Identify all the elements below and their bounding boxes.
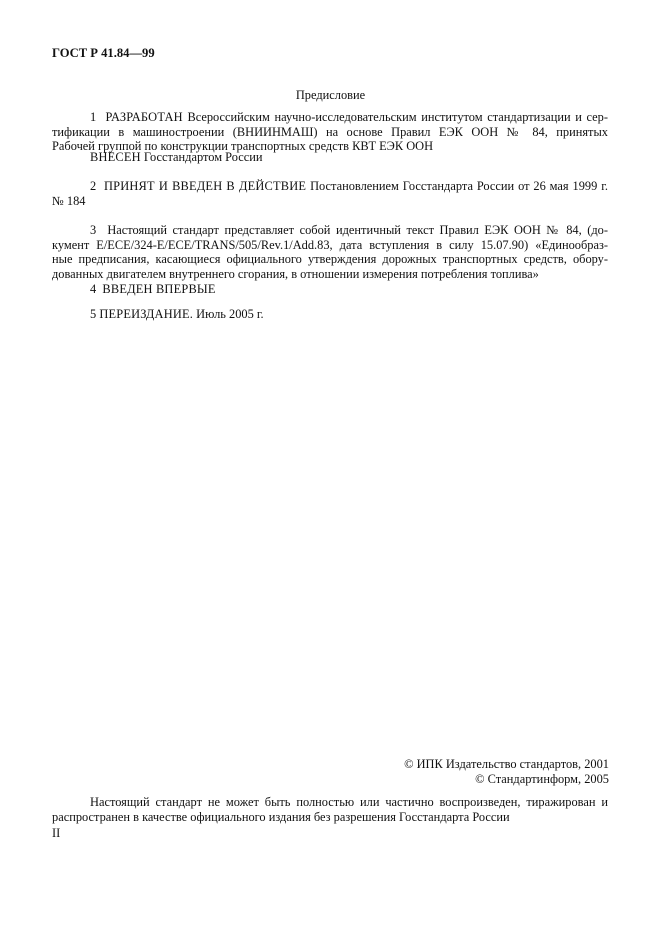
preface-item-introduced <box>52 150 608 165</box>
document-header: ГОСТ Р 41.84—99 <box>52 46 155 60</box>
item-number: 3 <box>90 223 97 237</box>
reproduction-notice <box>52 795 608 824</box>
copyright-block <box>404 757 609 786</box>
item-number: 5 <box>90 307 97 321</box>
item-text: Июль 2005 г. <box>196 307 264 321</box>
item-lead: ВНЕСЕН <box>90 150 141 164</box>
item-number: 1 <box>90 110 97 124</box>
item-text: Всероссийским научно-исследовательским институтом стандартизации и сер- <box>187 110 609 124</box>
item-number: 4 <box>90 282 97 296</box>
copyright-line-1: © ИПК Издательство стандартов, 2001 <box>404 757 609 771</box>
item-3-line-4: дованных двигателем внутреннего сгорания, в отношении измерения потребления топлива» <box>52 266 539 281</box>
item-1-line-2: тификации в машиностроении (ВНИИНМАШ) на основе Правил ЕЭК ООН № 84, принятых <box>52 124 608 139</box>
item-1-line-3: Рабочей группой по конструкции транспортных средств КВТ ЕЭК ООН <box>52 139 434 154</box>
item-3-line-2: кумент E/ECE/324-E/ECE/TRANS/505/Rev.1/Add.83, дата вступления в силу 15.07.90) «Единообраз- <box>52 237 608 252</box>
item-2-line-2: № 184 <box>52 193 86 208</box>
item-number: 2 <box>90 179 97 193</box>
item-lead: ПРИНЯТ И ВВЕДЕН В ДЕЙСТВИЕ <box>103 179 307 193</box>
notice-line-1: Настоящий стандарт не может быть полностью или частично воспроизведен, тиражирован и <box>90 795 608 809</box>
preface-item-2 <box>52 179 608 208</box>
item-text: Настоящий стандарт представляет собой идентичный текст Правил ЕЭК ООН № 84, (до- <box>107 223 608 237</box>
page-number: II <box>52 826 61 840</box>
item-lead: РАЗРАБОТАН <box>105 110 183 124</box>
preface-item-3 <box>52 223 608 281</box>
item-lead: ВВЕДЕН ВПЕРВЫЕ <box>102 282 216 296</box>
preface-item-5 <box>52 307 608 322</box>
section-title: Предисловие <box>295 88 366 102</box>
preface-item-4 <box>52 282 608 297</box>
item-3-line-3: ные предписания, касающиеся официального утверждения дорожных транспортных средств, обору- <box>52 252 608 267</box>
item-text: Госстандартом России <box>143 150 263 164</box>
item-lead: ПЕРЕИЗДАНИЕ. <box>99 307 194 321</box>
item-2-line-1 <box>52 179 608 194</box>
item-1-line-1 <box>52 110 608 125</box>
notice-line-2: распространен в качестве официального издания без разрешения Госстандарта России <box>52 809 510 824</box>
preface-item-1 <box>52 110 608 154</box>
copyright-line-2: © Стандартинформ, 2005 <box>475 771 609 786</box>
item-text: Постановлением Госстандарта России от 26 мая 1999 г. <box>310 179 608 193</box>
item-3-line-1 <box>52 223 608 238</box>
